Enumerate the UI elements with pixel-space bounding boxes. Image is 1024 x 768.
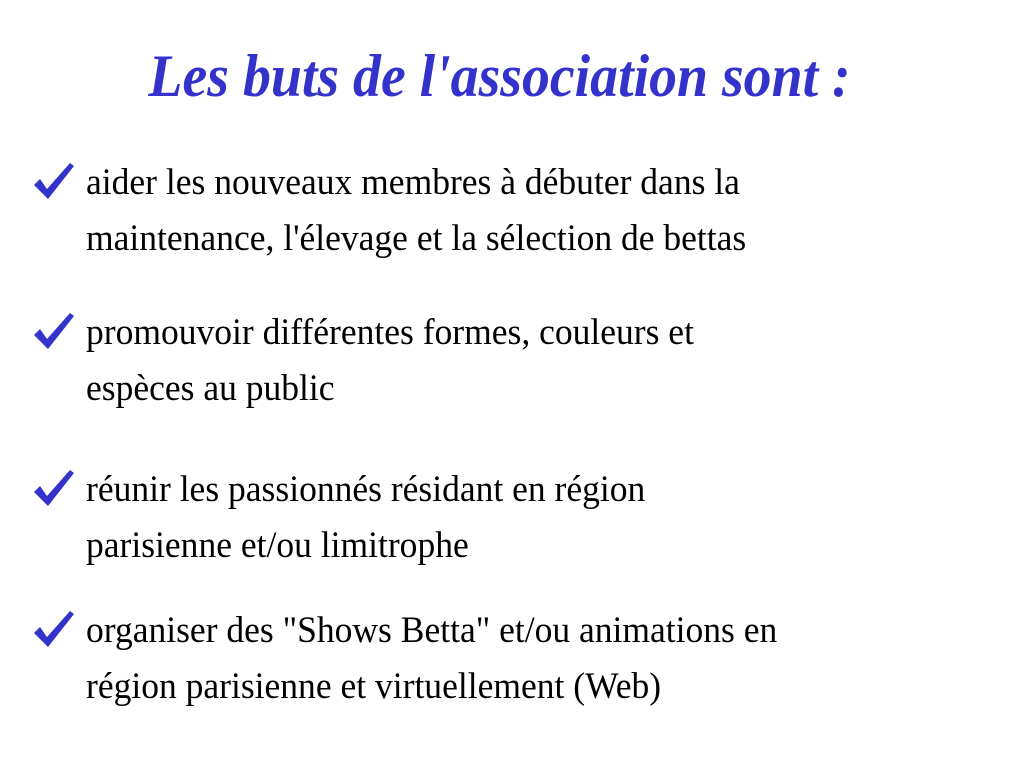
bullet-line: maintenance, l'élevage et la sélection de bettas (86, 218, 747, 259)
bullet-text (86, 603, 806, 715)
bullet-line: parisienne et/ou limitrophe (86, 525, 469, 566)
checkmark-icon (30, 605, 86, 661)
bullet-text (86, 305, 719, 417)
bullet-text (86, 155, 774, 267)
bullet-line: promouvoir différentes formes, couleurs et (86, 312, 694, 353)
bullet-line: réunir les passionnés résidant en région (86, 469, 646, 510)
bullet-item (30, 462, 1010, 574)
slide-title-text: Les buts de l'association sont : (148, 43, 852, 109)
bullet-line: aider les nouveaux membres à débuter dans la (86, 162, 740, 203)
bullet-item (30, 603, 1010, 715)
checkmark-icon (30, 307, 86, 363)
checkmark-icon (30, 464, 86, 520)
bullet-line: organiser des "Shows Betta" et/ou animations en (86, 610, 778, 651)
checkmark-icon (30, 157, 86, 213)
slide-title (0, 36, 1000, 116)
bullet-line: région parisienne et virtuellement (Web) (86, 666, 662, 707)
bullet-text (86, 462, 669, 574)
bullet-line: espèces au public (86, 368, 335, 409)
bullet-item (30, 155, 1010, 267)
bullet-item (30, 305, 1010, 417)
